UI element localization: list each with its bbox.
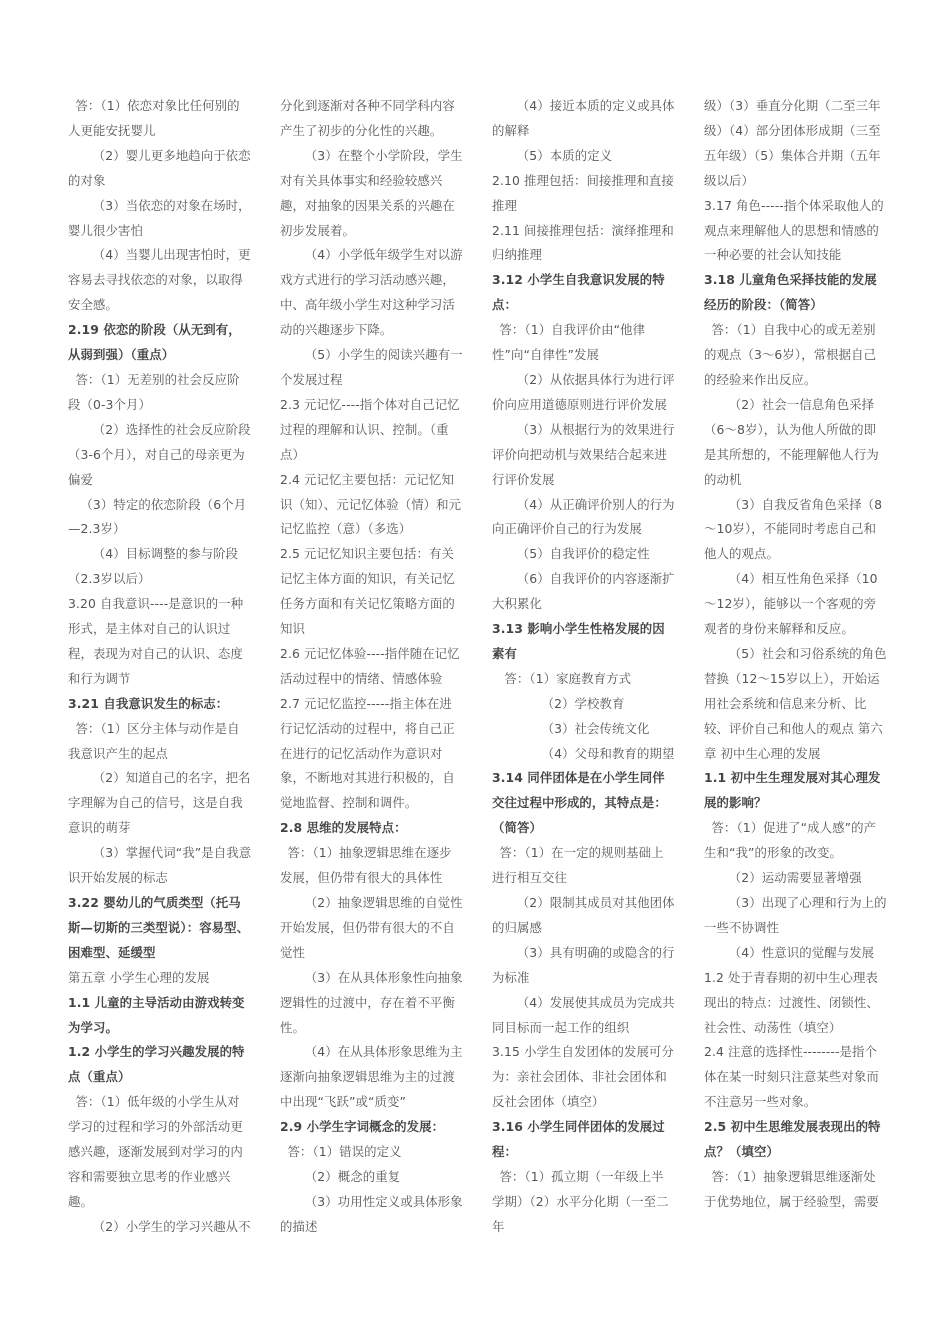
text-column-3 <box>492 94 676 1240</box>
paragraph: （4）在从具体形象思维为主逐渐向抽象逻辑思维为主的过渡中出现“飞跃”或“质变” <box>280 1044 463 1110</box>
paragraph: （4）当婴儿出现害怕时，更容易去寻找依恋的对象，以取得安全感。 <box>68 247 251 313</box>
paragraph: 级）（3）垂直分化期（二至三年级）（4）部分团体形成期（三至五年级）（5）集体合并期（五年级以后） <box>704 98 881 188</box>
paragraph: （4）性意识的觉醒与发展 <box>728 944 875 960</box>
paragraph: （6）自我评价的内容逐渐扩大积累化 <box>492 571 675 612</box>
paragraph: 第五章 小学生心理的发展 <box>68 969 210 985</box>
paragraph: （3）在从具体形象性向抽象逻辑性的过渡中，存在着不平衡性。 <box>280 969 463 1035</box>
paragraph: 3.20 自我意识----是意识的一种形式，是主体对自己的认识过程，表现为对自己的认识、态度和行为调节 <box>68 596 244 686</box>
paragraph: （3）社会传统文化 <box>541 720 650 736</box>
paragraph: 2.8 思维的发展特点： <box>280 820 407 836</box>
paragraph: 答：（1）自我中心的或无差别的观点（3～6岁），常根据自己的经验来作出反应。 <box>704 322 877 387</box>
paragraph: （2）知道自己的名字，把名字理解为自己的信号，这是自我意识的萌芽 <box>68 770 251 836</box>
paragraph: （5）小学生的阅读兴趣有一个发展过程 <box>280 347 463 387</box>
paragraph: （5）社会和习俗系统的角色替换（12～15岁以上），开始运用社会系统和信息来分析、比较、评价自己和他人的观点 第六章 初中生心理的发展 <box>704 645 887 761</box>
paragraph: 3.21 自我意识发生的标志： <box>68 695 229 711</box>
paragraph: （2）学校教育 <box>541 695 625 711</box>
paragraph: 答：（1）家庭教育方式 <box>504 670 632 686</box>
paragraph: 2.10 推理包括：间接推理和直接推理 <box>492 172 674 213</box>
paragraph: （3）自我反省角色采择（8～10岁），不能同时考虑自己和他人的观点。 <box>704 496 883 562</box>
paragraph: 2.5 初中生思维发展表现出的特点？（填空） <box>704 1119 881 1160</box>
paragraph: （5）本质的定义 <box>516 147 613 163</box>
paragraph: 3.18 儿童角色采择技能的发展经历的阶段：（简答） <box>704 272 877 313</box>
paragraph: 1.2 处于青春期的初中生心理表现出的特点：过渡性、闭锁性、社会性、动荡性（填空） <box>704 969 879 1035</box>
paragraph: （4）小学低年级学生对以游戏方式进行的学习活动感兴趣，中、高年级小学生对这种学习活动的兴趣逐步下降。 <box>280 247 463 338</box>
paragraph: 2.9 小学生字词概念的发展： <box>280 1119 445 1135</box>
text-column-1 <box>68 94 252 1240</box>
paragraph: 2.4 元记忆主要包括：元记忆知识（知）、元记忆体验（情）和元记忆监控（意）（多选） <box>280 471 462 537</box>
paragraph: （3）功用性定义或具体形象的描述 <box>280 1193 463 1234</box>
paragraph: （3）出现了心理和行为上的一些不协调性 <box>704 895 887 935</box>
paragraph: （2）选择性的社会反应阶段（3-6个月），对自己的母亲更为偏爱 <box>68 421 251 487</box>
paragraph: （2）运动需要显著增强 <box>728 870 862 886</box>
paragraph: （2）婴儿更多地趋向于依恋的对象 <box>68 147 251 188</box>
paragraph: （3）掌握代词“我”是自我意识开始发展的标志 <box>68 845 252 886</box>
paragraph: （4）从正确评价别人的行为向正确评价自己的行为发展 <box>492 496 675 537</box>
paragraph: 3.22 婴幼儿的气质类型（托马斯—切斯的三类型说）：容易型、困难型、延缓型 <box>68 895 250 960</box>
text-column-4 <box>704 94 888 1215</box>
text-column-2 <box>280 94 464 1240</box>
paragraph: （2）抽象逻辑思维的自觉性开始发展，但仍带有很大的不自觉性 <box>280 895 463 960</box>
paragraph: 3.14 同伴团体是在小学生同伴交往过程中形成的，其特点是：（简答） <box>492 770 667 836</box>
paragraph: （2）限制其成员对其他团体的归属感 <box>492 895 675 935</box>
paragraph: 3.15 小学生自发团体的发展可分为：亲社会团体、非社会团体和反社会团体（填空） <box>492 1044 674 1110</box>
paragraph: （4）发展使其成员为完成共同目标而一起工作的组织 <box>492 994 675 1035</box>
paragraph: 3.16 小学生同伴团体的发展过程： <box>492 1119 665 1160</box>
paragraph: （4）接近本质的定义或具体的解释 <box>492 98 675 138</box>
paragraph: 2.3 元记忆----指个体对自己记忆过程的理解和认识、控制。（重点） <box>280 396 460 462</box>
paragraph: （3）具有明确的或隐含的行为标准 <box>492 944 675 985</box>
paragraph: 3.12 小学生自我意识发展的特点： <box>492 272 665 313</box>
paragraph: 分化到逐渐对各种不同学科内容产生了初步的分化性的兴趣。 <box>280 98 455 138</box>
paragraph: 1.1 初中生生理发展对其心理发展的影响？ <box>704 770 881 811</box>
paragraph: 3.13 影响小学生性格发展的因素有 <box>492 621 665 661</box>
paragraph: （2）小学生的学习兴趣从不 <box>92 1218 251 1234</box>
paragraph: （4）相互性角色采择（10～12岁），能够以一个客观的旁观者的身份来解释和反应。 <box>704 571 878 637</box>
paragraph: 答：（1）依恋对象比任何别的人更能安抚婴儿 <box>68 98 240 138</box>
paragraph: （2）从依据具体行为进行评价向应用道德原则进行评价发展 <box>492 371 675 412</box>
paragraph: 1.2 小学生的学习兴趣发展的特点（重点） <box>68 1044 245 1085</box>
paragraph: 1.1 儿童的主导活动由游戏转变为学习。 <box>68 994 245 1035</box>
paragraph: 2.6 元记忆体验----指伴随在记忆活动过程中的情绪、情感体验 <box>280 645 460 686</box>
paragraph: （5）自我评价的稳定性 <box>516 546 650 562</box>
paragraph: 答：（1）促进了“成人感”的产生和“我”的形象的改变。 <box>704 820 877 861</box>
paragraph: 2.4 注意的选择性--------是指个体在某一时刻只注意某些对象而不注意另一些对象。 <box>704 1044 879 1110</box>
paragraph: 答：（1）孤立期（一年级上半学期）（2）水平分化期（一至二年 <box>492 1168 669 1234</box>
paragraph: （3）当依恋的对象在场时，婴儿很少害怕 <box>68 197 251 238</box>
paragraph: 答：（1）抽象逻辑思维在逐步发展，但仍带有很大的具体性 <box>280 845 452 886</box>
paragraph: 3.17 角色-----指个体采取他人的观点来理解他人的思想和情感的一种必要的社会认知技能 <box>704 197 884 263</box>
paragraph: 答：（1）低年级的小学生从对学习的过程和学习的外部活动更感兴趣，逐渐发展到对学习的内容和需要独立思考的作业感兴趣。 <box>68 1094 243 1209</box>
paragraph: （3）在整个小学阶段，学生对有关具体事实和经验较感兴趣，对抽象的因果关系的兴趣在初步发展着。 <box>280 147 463 238</box>
paragraph: （2）社会一信息角色采择（6～8岁），认为他人所做的即是其所想的，不能理解他人行为的动机 <box>704 396 879 487</box>
paragraph: 2.19 依恋的阶段（从无到有，从弱到强）（重点） <box>68 322 241 363</box>
paragraph: 答：（1）错误的定义 <box>287 1144 402 1160</box>
paragraph: 2.11 间接推理包括：演绎推理和归纳推理 <box>492 222 674 263</box>
paragraph: （3）特定的依恋阶段（6个月—2.3岁） <box>68 496 247 537</box>
paragraph: （3）从根据行为的效果进行评价向把动机与效果结合起来进行评价发展 <box>492 421 675 487</box>
paragraph: 答：（1）无差别的社会反应阶段（0-3个月） <box>68 371 240 412</box>
paragraph: 答：（1）自我评价由“他律性”向“自律性”发展 <box>492 322 646 363</box>
paragraph: （2）概念的重复 <box>304 1168 401 1184</box>
paragraph: 2.5 元记忆知识主要包括：有关记忆主体方面的知识，有关记忆任务方面和有关记忆策略方面的知识 <box>280 546 455 637</box>
paragraph: 答：（1）区分主体与动作是自我意识产生的起点 <box>68 720 240 761</box>
paragraph: （4）父母和教育的期望 <box>541 745 675 761</box>
paragraph: 2.7 元记忆监控-----指主体在进行记忆活动的过程中，将自己正在进行的记忆活动作为意识对象，不断地对其进行积极的，自觉地监督、控制和调件。 <box>280 695 455 811</box>
paragraph: （4）目标调整的参与阶段（2.3岁以后） <box>68 546 239 587</box>
paragraph: 答：（1）在一定的规则基础上进行相互交往 <box>492 845 664 886</box>
paragraph: 答：（1）抽象逻辑思维逐渐处于优势地位，属于经验型，需要 <box>704 1168 879 1209</box>
